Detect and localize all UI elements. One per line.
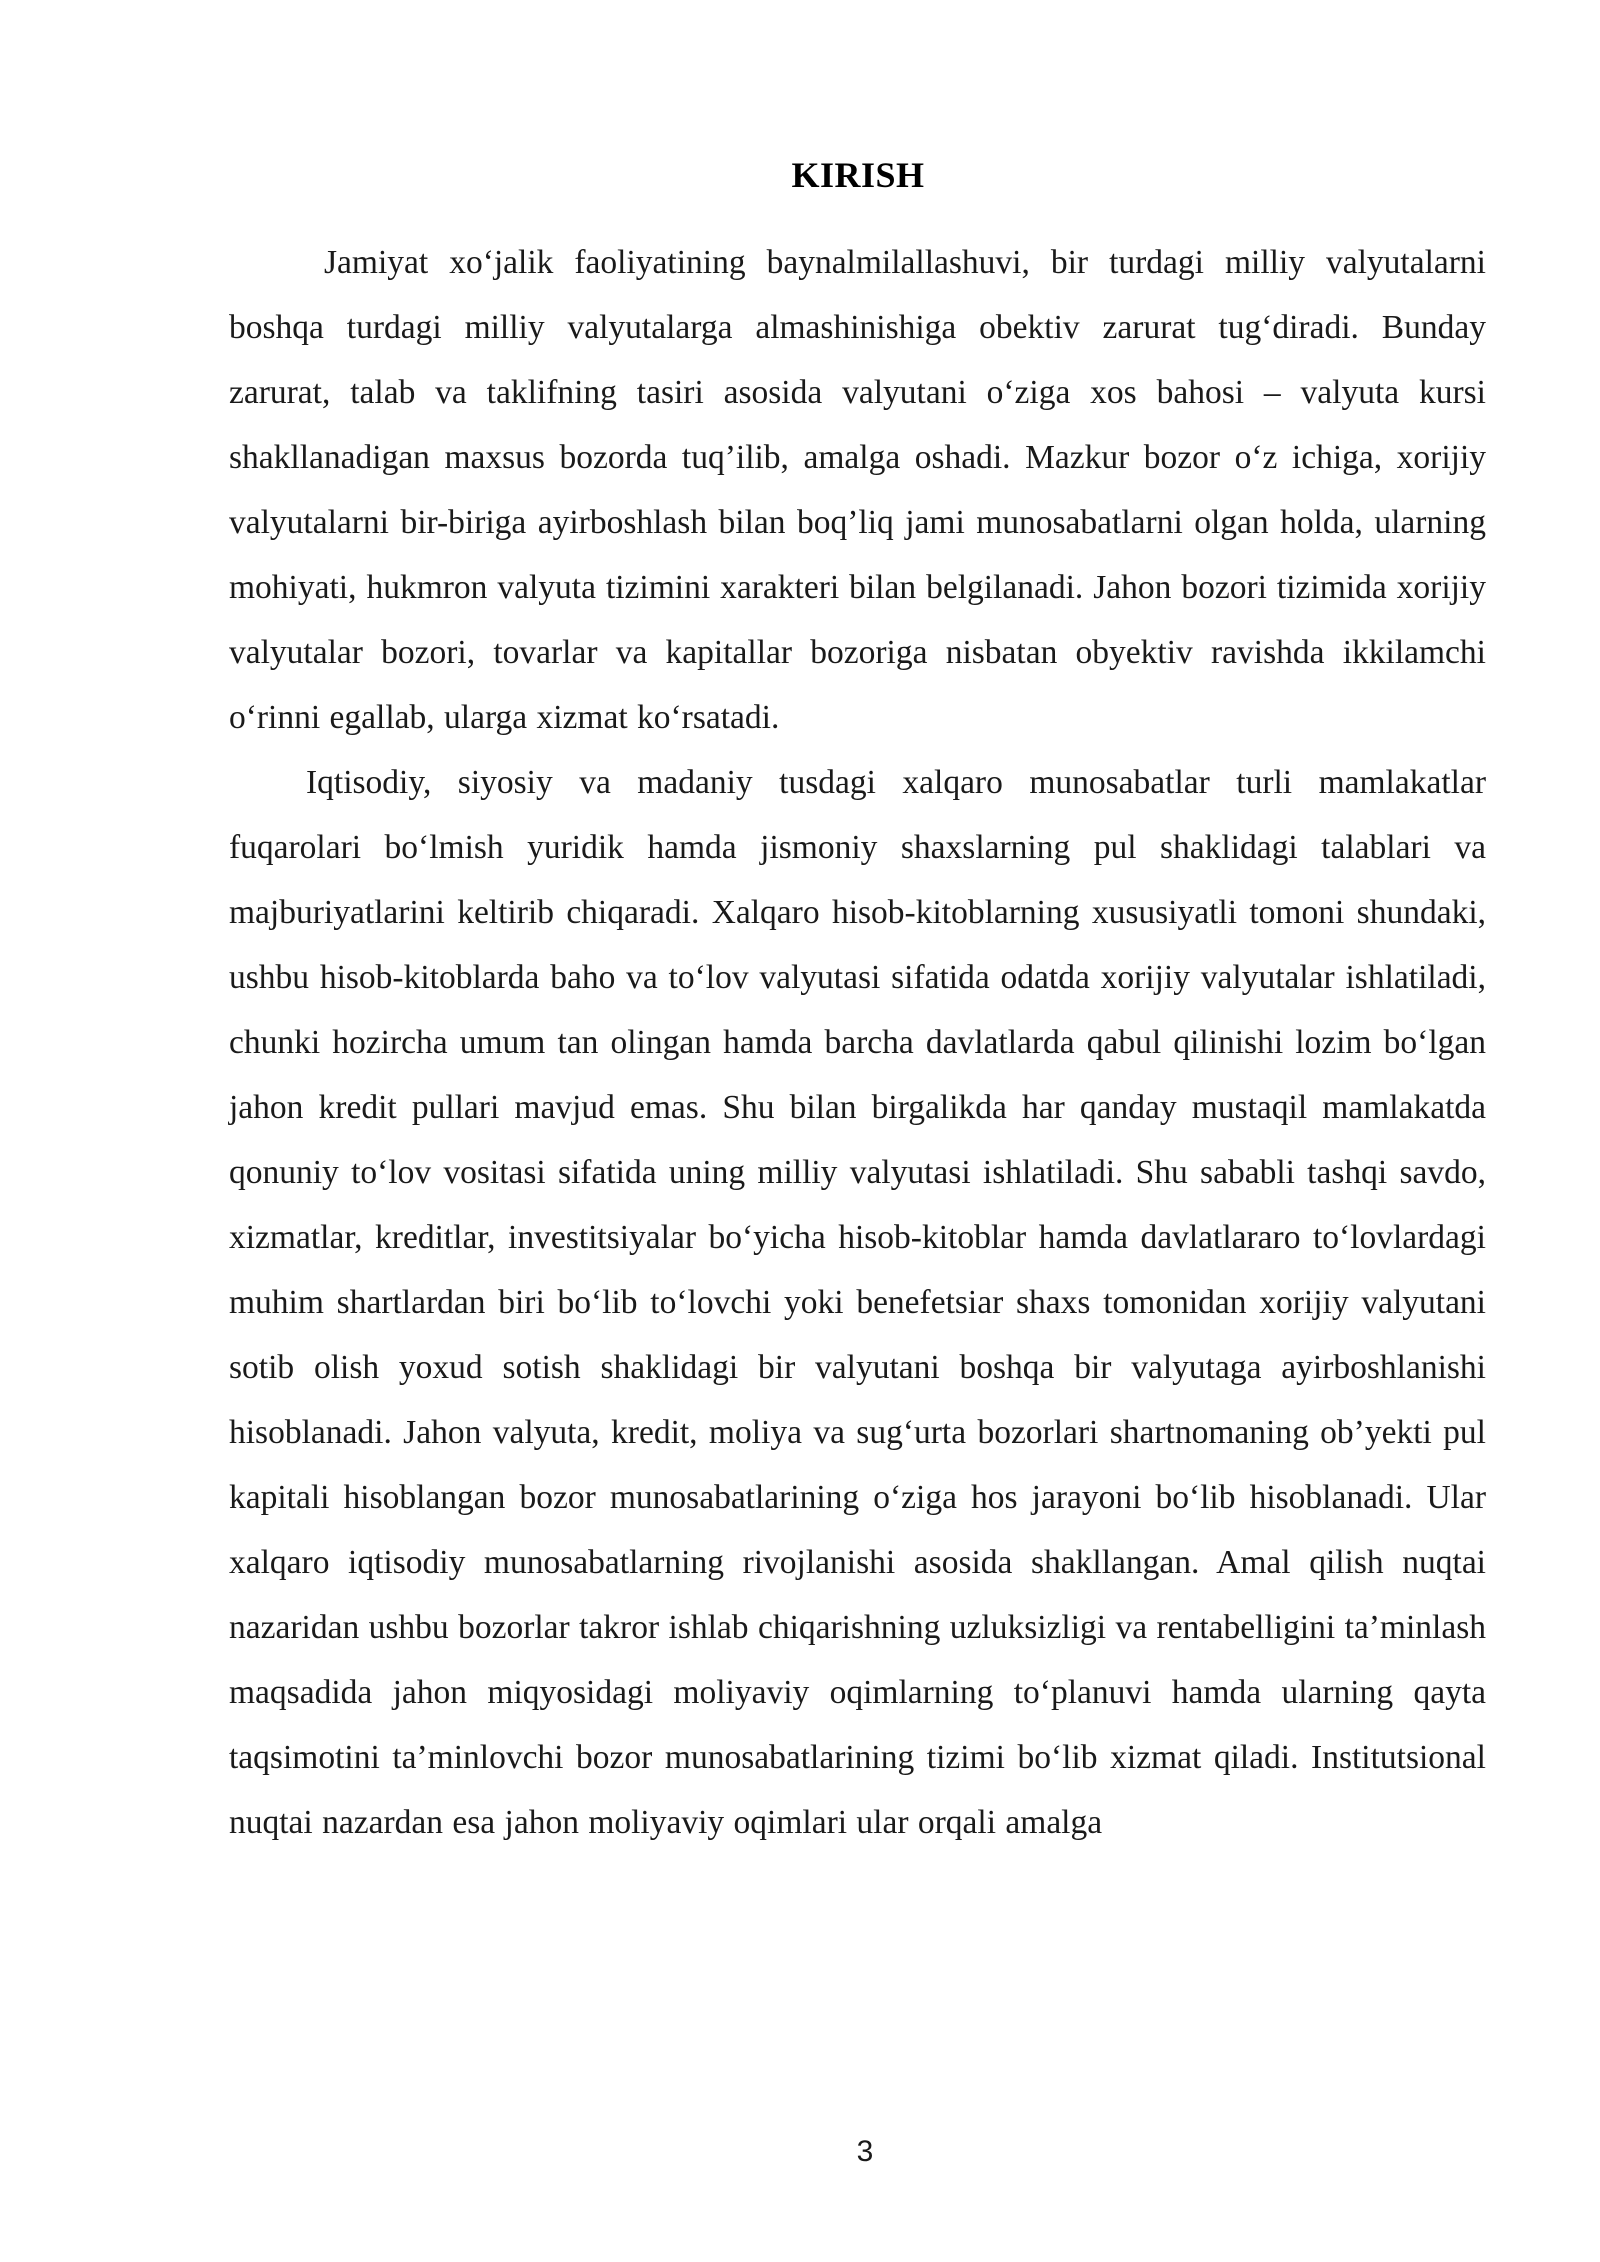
paragraph-1: Jamiyat xo‘jalik faoliyatining baynalmilallashuvi, bir turdagi milliy valyutalarni boshqa turdagi milliy valyutalarga almashinishiga obektiv zarurat tug‘diradi. Bunday zarurat, talab va taklifning tasiri asosida valyutani o‘ziga xos bahosi – valyuta kursi shakllanadigan maxsus bozorda tuq’ilib, amalga oshadi. Mazkur bozor o‘z ichiga, xorijiy valyutalarni bir-biriga ayirboshlash bilan boq’liq jami munosabatlarni olgan holda, ularning mohiyati, hukmron valyuta tizimini xarakteri bilan belgilanadi. Jahon bozori tizimida xorijiy valyutalar bozori, tovarlar va kapitallar bozoriga nisbatan obyektiv ravishda ikkilamchi o‘rinni egallab, ularga xizmat ko‘rsatadi. [229, 244, 1486, 736]
section-heading: KIRISH [791, 155, 925, 195]
body-text [229, 230, 1486, 1855]
page-number: 3 [856, 2135, 874, 2168]
paragraph-2: Iqtisodiy, siyosiy va madaniy tusdagi xalqaro munosabatlar turli mamlakatlar fuqarolari bo‘lmish yuridik hamda jismoniy shaxslarning pul shaklidagi talablari va majburiyatlarini keltirib chiqaradi. Xalqaro hisob-kitoblarning xususiyatli tomoni shundaki, ushbu hisob-kitoblarda baho va to‘lov valyutasi sifatida odatda xorijiy valyutalar ishlatiladi, chunki hozircha umum tan olingan hamda barcha davlatlarda qabul qilinishi lozim bo‘lgan jahon kredit pullari mavjud emas. Shu bilan birgalikda har qanday mustaqil mamlakatda qonuniy to‘lov vositasi sifatida uning milliy valyutasi ishlatiladi. Shu sababli tashqi savdo, xizmatlar, kreditlar, investitsiyalar bo‘yicha hisob-kitoblar hamda davlatlararo to‘lovlardagi muhim shartlardan biri bo‘lib to‘lovchi yoki benefetsiar shaxs tomonidan xorijiy valyutani sotib olish yoxud sotish shaklidagi bir valyutani boshqa bir valyutaga ayirboshlanishi hisoblanadi. Jahon valyuta, kredit, moliya va sug‘urta bozorlari shartnomaning ob’yekti pul kapitali hisoblangan bozor munosabatlarining o‘ziga hos jarayoni bo‘lib hisoblanadi. Ular xalqaro iqtisodiy munosabatlarning rivojlanishi asosida shakllangan. Amal qilish nuqtai nazaridan ushbu bozorlar takror ishlab chiqarishning uzluksizligi va rentabelligini ta’minlash maqsadida jahon miqyosidagi moliyaviy oqimlarning to‘planuvi hamda ularning qayta taqsimotini ta’minlovchi bozor munosabatlarining tizimi bo‘lib xizmat qiladi. Institutsional nuqtai nazardan esa jahon moliyaviy oqimlari ular orqali amalga [229, 764, 1486, 1841]
